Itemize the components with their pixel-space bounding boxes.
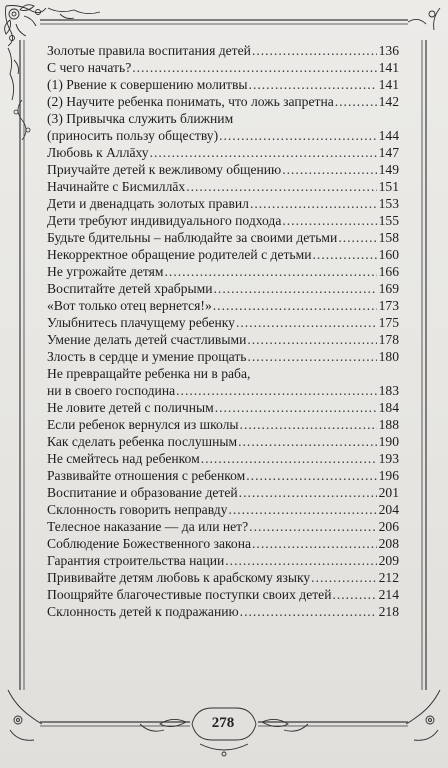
toc-entry-page: 178 (378, 332, 399, 347)
toc-entry (47, 552, 399, 569)
toc-entry (47, 569, 399, 586)
leader-dots (240, 416, 377, 433)
leader-dots (246, 467, 376, 484)
toc-entry-title: «Вот только отец вернется!» (47, 298, 212, 313)
toc-entry-page: 141 (378, 60, 399, 75)
toc-entry-title: Улыбнитесь плачущему ребенку (47, 315, 235, 330)
leader-dots (186, 178, 376, 195)
leader-dots (313, 246, 377, 263)
page-number: 278 (211, 715, 235, 731)
toc-entry-title: Склонность детей к подражанию (47, 604, 239, 619)
leader-dots (332, 586, 376, 603)
toc-entry-title: Золотые правила воспитания детей (47, 43, 251, 58)
toc-entry-page: 153 (378, 196, 399, 211)
leader-dots (311, 569, 376, 586)
toc-entry (47, 212, 399, 229)
toc-entry (47, 144, 399, 161)
leader-dots (247, 348, 376, 365)
toc-entry-title: Гарантия строительства нации (47, 553, 225, 568)
toc-entry-title: Начинайте с Бисмиллāх (47, 179, 186, 194)
leader-dots (282, 212, 376, 229)
toc-entry-title: Телесное наказание — да или нет? (47, 519, 249, 534)
toc-entry-page: 214 (378, 587, 399, 602)
toc-entry-page: 193 (378, 451, 399, 466)
table-of-contents (47, 42, 399, 620)
leader-dots (215, 399, 377, 416)
toc-entry (47, 246, 399, 263)
leader-dots (176, 382, 376, 399)
leader-dots (338, 229, 376, 246)
toc-entry (47, 348, 399, 365)
toc-entry-page: 183 (378, 383, 399, 398)
leader-dots (132, 59, 376, 76)
toc-entry (47, 399, 399, 416)
toc-entry-page: 155 (378, 213, 399, 228)
leader-dots (252, 535, 377, 552)
toc-entry (47, 195, 399, 212)
toc-entry-title: Как сделать ребенка послушным (47, 434, 238, 449)
toc-entry-title: (приносить пользу обществу) (47, 128, 219, 143)
toc-entry-page: 204 (378, 502, 399, 517)
toc-entry (47, 76, 399, 93)
toc-entry-page: 201 (378, 485, 399, 500)
toc-entry-title: Будьте бдительны – наблюдайте за своими детьми (47, 230, 338, 245)
toc-entry-title: Дети и двенадцать золотых правил (47, 196, 249, 211)
toc-entry (47, 603, 399, 620)
toc-entry-page: 218 (378, 604, 399, 619)
toc-entry-page: 188 (378, 417, 399, 432)
toc-entry-page: 196 (378, 468, 399, 483)
toc-entry (47, 280, 399, 297)
toc-entry (47, 365, 399, 399)
leader-dots (240, 603, 377, 620)
toc-entry-title: Соблюдение Божественного закона (47, 536, 252, 551)
toc-entry (47, 110, 399, 144)
toc-entry (47, 178, 399, 195)
toc-entry-title: Склонность говорить неправду (47, 502, 228, 517)
toc-entry-title: Прививайте детям любовь к арабскому языку (47, 570, 311, 585)
leader-dots (239, 484, 377, 501)
leader-dots (249, 518, 376, 535)
toc-entry-page: 180 (378, 349, 399, 364)
leader-dots (228, 501, 376, 518)
toc-entry (47, 93, 399, 110)
toc-entry (47, 331, 399, 348)
toc-entry-page: 158 (378, 230, 399, 245)
leader-dots (247, 331, 376, 348)
toc-entry-page: 169 (378, 281, 399, 296)
leader-dots (214, 280, 377, 297)
toc-entry-title: Не ловите детей с поличным (47, 400, 214, 415)
toc-entry-page: 149 (378, 162, 399, 177)
toc-entry-page: 184 (378, 400, 399, 415)
leader-dots (201, 450, 377, 467)
toc-entry-title: Воспитание и образование детей (47, 485, 238, 500)
toc-entry (47, 297, 399, 314)
toc-entry-page: 208 (378, 536, 399, 551)
leader-dots (282, 161, 376, 178)
toc-entry (47, 161, 399, 178)
toc-entry-title: ни в своего господина (47, 383, 176, 398)
leader-dots (252, 42, 377, 59)
toc-entry-page: 173 (378, 298, 399, 313)
toc-entry-page: 160 (378, 247, 399, 262)
toc-entry-title: (1) Рвение к совершению молитвы (47, 77, 248, 92)
leader-dots (236, 314, 377, 331)
toc-entry (47, 263, 399, 280)
leader-dots (250, 195, 377, 212)
toc-entry (47, 42, 399, 59)
toc-entry-page: 151 (378, 179, 399, 194)
toc-entry-title-line1: Не превращайте ребенка ни в раба, (47, 366, 251, 381)
toc-entry-page: 136 (378, 43, 399, 58)
toc-entry-title: Некорректное обращение родителей с детьми (47, 247, 312, 262)
toc-entry-page: 175 (378, 315, 399, 330)
toc-entry-page: 166 (378, 264, 399, 279)
toc-entry-title: Не смейтесь над ребенком (47, 451, 200, 466)
toc-entry-title: Любовь к Аллāху (47, 145, 149, 160)
toc-entry-title: (2) Научите ребенка понимать, что ложь запретна (47, 94, 334, 109)
toc-entry (47, 229, 399, 246)
toc-entry (47, 433, 399, 450)
toc-entry (47, 518, 399, 535)
toc-entry-title: Развивайте отношения с ребенком (47, 468, 246, 483)
toc-entry-title: Если ребенок вернулся из школы (47, 417, 239, 432)
toc-entry-title: Приучайте детей к вежливому общению (47, 162, 282, 177)
toc-entry (47, 314, 399, 331)
leader-dots (213, 297, 377, 314)
leader-dots (335, 93, 377, 110)
toc-entry-page: 147 (378, 145, 399, 160)
toc-entry-page: 144 (378, 128, 399, 143)
toc-entry (47, 501, 399, 518)
toc-entry-page: 206 (378, 519, 399, 534)
toc-entry (47, 59, 399, 76)
toc-entry-page: 212 (378, 570, 399, 585)
toc-entry-title: Умение делать детей счастливыми (47, 332, 247, 347)
toc-entry (47, 450, 399, 467)
toc-entry-page: 190 (378, 434, 399, 449)
leader-dots (225, 552, 376, 569)
leader-dots (249, 76, 377, 93)
toc-entry-page: 209 (378, 553, 399, 568)
leader-dots (150, 144, 377, 161)
toc-entry (47, 484, 399, 501)
toc-entry-title: С чего начать? (47, 60, 132, 75)
toc-entry-title: Поощряйте благочестивые поступки своих детей (47, 587, 332, 602)
toc-entry-page: 141 (378, 77, 399, 92)
toc-entry-title-line1: (3) Привычка служить ближним (47, 111, 234, 126)
toc-entry-title: Не угрожайте детям (47, 264, 164, 279)
toc-entry-title: Злость в сердце и умение прощать (47, 349, 247, 364)
toc-entry-title: Дети требуют индивидуального подхода (47, 213, 282, 228)
toc-entry (47, 467, 399, 484)
leader-dots (165, 263, 377, 280)
toc-entry (47, 416, 399, 433)
leader-dots (219, 127, 377, 144)
toc-entry-title: Воспитайте детей храбрыми (47, 281, 213, 296)
toc-entry (47, 535, 399, 552)
toc-entry (47, 586, 399, 603)
toc-entry-page: 142 (378, 94, 399, 109)
leader-dots (238, 433, 376, 450)
